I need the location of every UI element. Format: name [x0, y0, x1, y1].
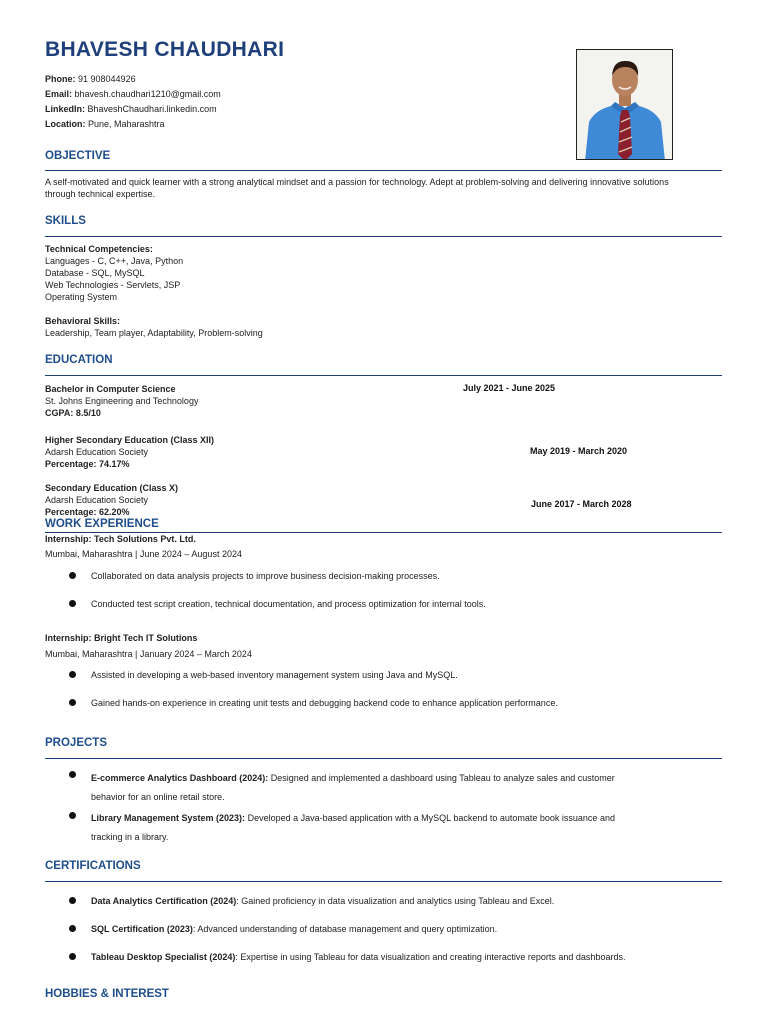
education-dates: May 2019 - March 2020 [530, 446, 628, 456]
location-line [45, 119, 165, 129]
email-label: Email: [45, 89, 73, 99]
projects-heading: PROJECTS [45, 737, 107, 749]
job-meta: Mumbai, Maharashtra | June 2024 – August 2024 [45, 549, 242, 559]
work-heading: WORK EXPERIENCE [45, 518, 159, 530]
education-institution: St. Johns Engineering and Technology [45, 396, 199, 406]
bullet-icon [69, 600, 76, 607]
certification-name: Tableau Desktop Specialist (2024) [91, 952, 236, 962]
job-title: Internship: Tech Solutions Pvt. Ltd. [45, 534, 196, 544]
projects-divider [45, 758, 722, 759]
behavioral-skills [45, 315, 263, 339]
phone-line [45, 74, 136, 84]
project-desc-cont: tracking in a library. [91, 832, 169, 842]
person-portrait-icon [577, 50, 673, 160]
objective-divider [45, 170, 722, 171]
certification-item [91, 895, 554, 907]
certification-item [91, 951, 625, 963]
behavioral-heading: Behavioral Skills: [45, 316, 121, 326]
email-line [45, 89, 221, 99]
project-name: E-commerce Analytics Dashboard (2024): [91, 773, 269, 783]
project-desc-cont: behavior for an online retail store. [91, 792, 225, 802]
job-bullet: Assisted in developing a web-based inventory management system using Java and MySQL. [91, 670, 458, 680]
education-institution: Adarsh Education Society [45, 447, 149, 457]
technical-competencies [45, 243, 183, 303]
technical-heading: Technical Competencies: [45, 244, 153, 254]
education-degree: Secondary Education (Class X) [45, 483, 179, 493]
education-score: Percentage: 62.20% [45, 507, 130, 517]
bullet-icon [69, 671, 76, 678]
skill-line: Web Technologies - Servlets, JSP [45, 280, 181, 290]
certifications-divider [45, 881, 722, 882]
job-bullet: Collaborated on data analysis projects to improve business decision-making processes. [91, 571, 440, 581]
education-dates: June 2017 - March 2028 [531, 499, 632, 509]
project-item [91, 809, 711, 847]
bullet-icon [69, 897, 76, 904]
education-degree: Bachelor in Computer Science [45, 384, 176, 394]
certification-desc: : Advanced understanding of database management and query optimization. [192, 924, 498, 934]
skills-divider [45, 236, 722, 237]
bullet-icon [69, 953, 76, 960]
certification-name: Data Analytics Certification (2024) [91, 896, 237, 906]
certification-desc: : Gained proficiency in data visualization and analytics using Tableau and Excel. [236, 896, 555, 906]
project-desc: Designed and implemented a dashboard using Tableau to analyze sales and customer [268, 773, 615, 783]
education-divider [45, 375, 722, 376]
objective-line-2: through technical expertise. [45, 189, 156, 199]
bullet-icon [69, 699, 76, 706]
job-title: Internship: Bright Tech IT Solutions [45, 633, 198, 643]
profile-photo [576, 49, 673, 160]
bullet-icon [69, 812, 76, 819]
email-value[interactable]: bhavesh.chaudhari1210@gmail.com [74, 89, 221, 99]
education-heading: EDUCATION [45, 354, 113, 366]
certification-name: SQL Certification (2023) [91, 924, 193, 934]
education-entry [45, 383, 198, 419]
bullet-icon [69, 572, 76, 579]
bullet-icon [69, 925, 76, 932]
project-item [91, 769, 711, 807]
project-desc: Developed a Java-based application with a MySQL backend to automate book issuance and [245, 813, 615, 823]
project-name: Library Management System (2023): [91, 813, 246, 823]
education-score: CGPA: 8.5/10 [45, 408, 101, 418]
objective-heading: OBJECTIVE [45, 150, 111, 162]
skills-heading: SKILLS [45, 215, 86, 227]
bullet-icon [69, 771, 76, 778]
job-bullet: Gained hands-on experience in creating unit tests and debugging backend code to enhance application performance. [91, 698, 558, 708]
objective-line-1: A self-motivated and quick learner with a strong analytical mindset and a passion for technology. Adept at problem-solving and delivering innovative solutions [45, 177, 669, 187]
location-label: Location: [45, 119, 86, 129]
education-entry [45, 482, 178, 518]
skill-line: Database - SQL, MySQL [45, 268, 145, 278]
job-meta: Mumbai, Maharashtra | January 2024 – March 2024 [45, 649, 252, 659]
behavioral-line: Leadership, Team player, Adaptability, Problem-solving [45, 328, 263, 338]
hobbies-heading: HOBBIES & INTEREST [45, 988, 169, 1000]
skill-line: Languages - C, C++, Java, Python [45, 256, 184, 266]
objective-text [45, 176, 725, 200]
education-dates: July 2021 - June 2025 [463, 383, 556, 393]
location-value: Pune, Maharashtra [88, 119, 165, 129]
education-score: Percentage: 74.17% [45, 459, 130, 469]
certification-item [91, 923, 497, 935]
linkedin-label: LinkedIn: [45, 104, 85, 114]
job-bullet: Conducted test script creation, technical documentation, and process optimization for internal tools. [91, 599, 486, 609]
certifications-heading: CERTIFICATIONS [45, 860, 141, 872]
education-institution: Adarsh Education Society [45, 495, 149, 505]
skill-line: Operating System [45, 292, 118, 302]
education-entry [45, 434, 214, 470]
candidate-name: BHAVESH CHAUDHARI [45, 38, 285, 61]
education-degree: Higher Secondary Education (Class XII) [45, 435, 215, 445]
phone-label: Phone: [45, 74, 76, 84]
phone-value: 91 908044926 [78, 74, 136, 84]
certification-desc: : Expertise in using Tableau for data visualization and creating interactive reports and dashboards. [235, 952, 626, 962]
linkedin-value[interactable]: BhaveshChaudhari.linkedin.com [87, 104, 217, 114]
linkedin-line [45, 104, 217, 114]
